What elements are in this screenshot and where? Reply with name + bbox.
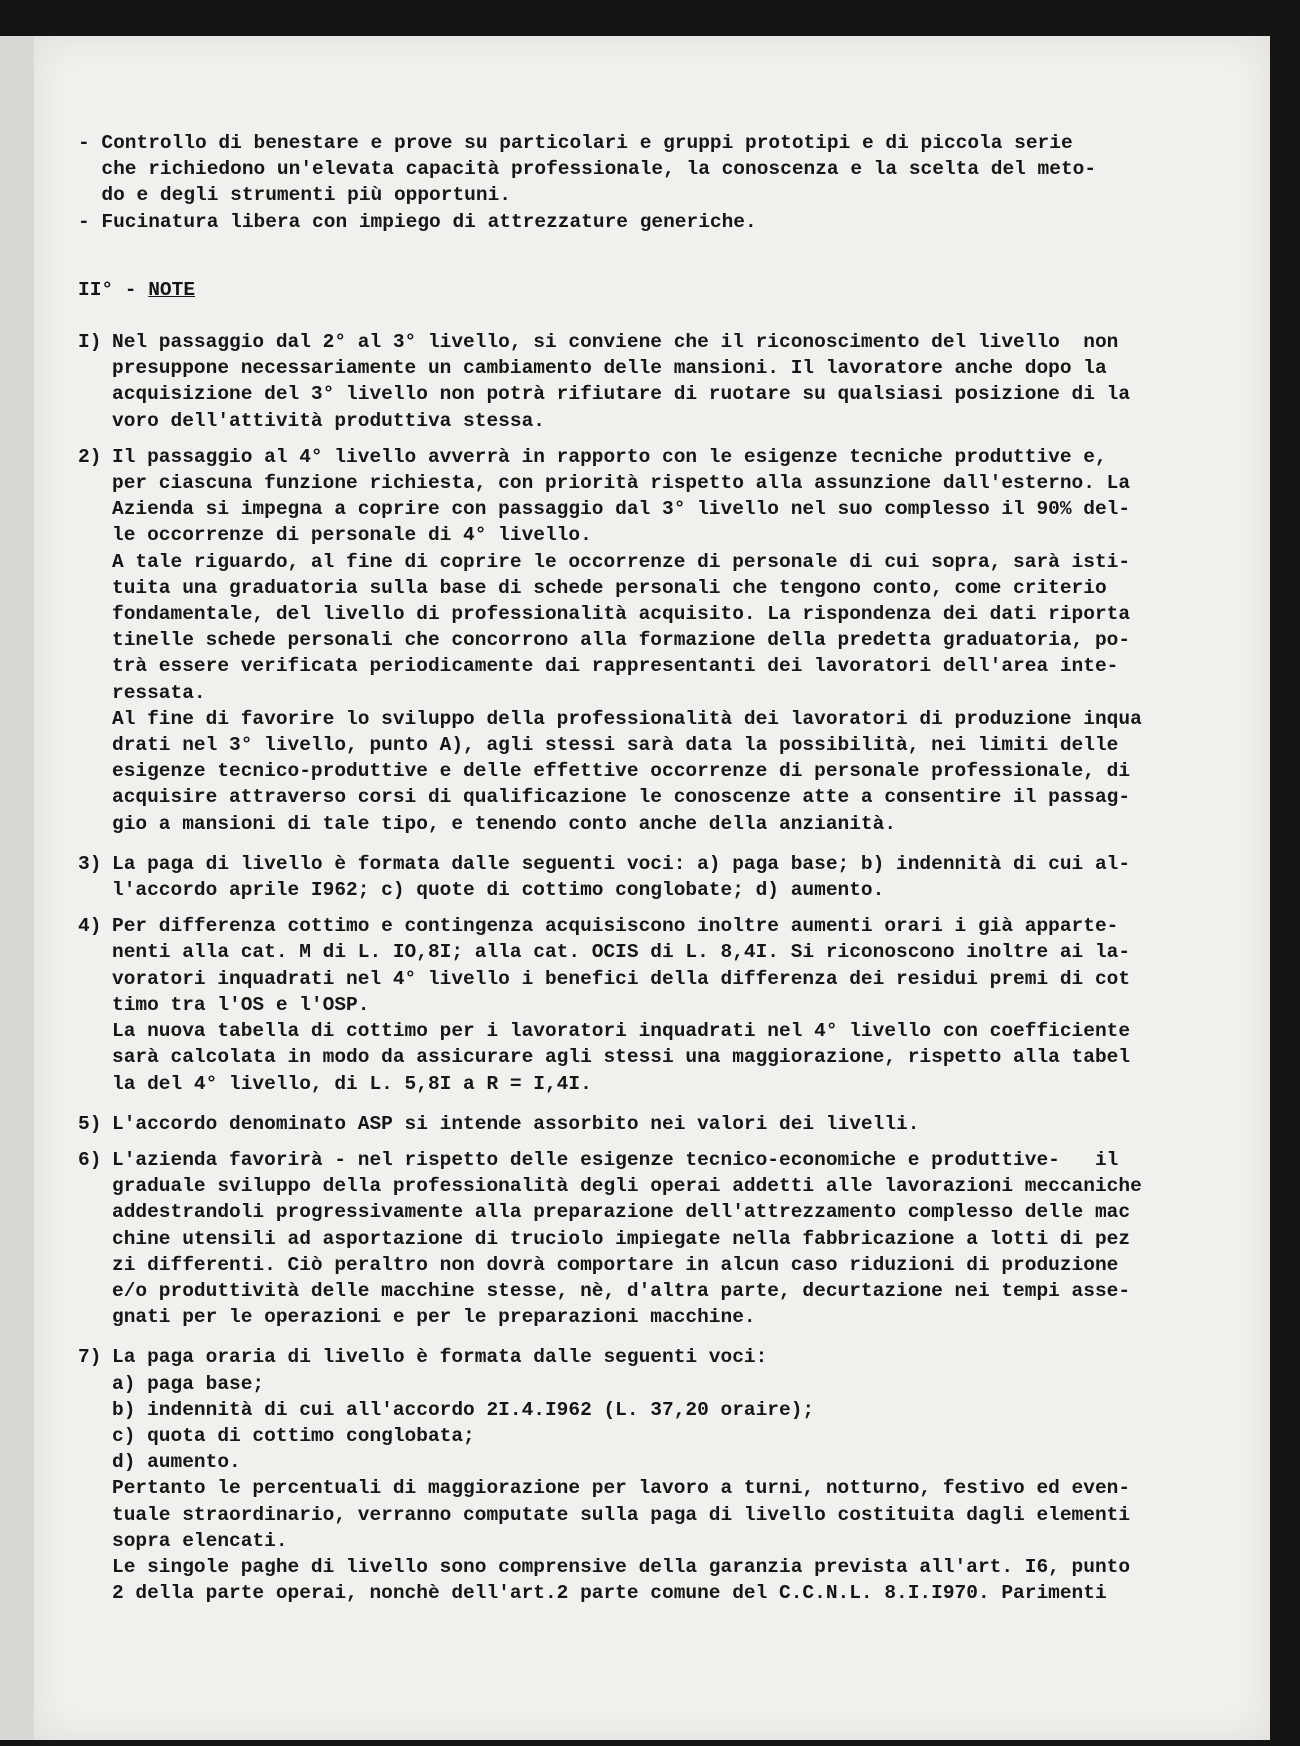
intro-line: - Fucinatura libera con impiego di attrezzature generiche. [78, 210, 757, 233]
note-line: La nuova tabella di cottimo per i lavoratori inquadrati nel 4° livello con coefficiente [112, 1020, 1131, 1043]
note-line: Per differenza cottimo e contingenza acquisiscono inoltre aumenti orari i già apparte- [112, 915, 1119, 938]
note-line: ressata. [112, 681, 206, 704]
note-line: Il passaggio al 4° livello avverrà in rapporto con le esigenze tecniche produttive e, [112, 445, 1107, 468]
note-line: Azienda si impegna a coprire con passaggio dal 3° livello nel suo complesso il 90% del- [112, 498, 1131, 521]
note-text [112, 913, 1228, 1096]
note-item [78, 329, 1228, 434]
note-text [112, 851, 1228, 903]
note-text [112, 329, 1228, 434]
note-number: 7) [78, 1346, 102, 1369]
note-line: chine utensili ad asportazione di truciolo impiegate nella fabbricazione a lotti di pez [112, 1227, 1131, 1250]
note-number: 3) [78, 852, 102, 875]
note-line: la del 4° livello, di L. 5,8I a R = I,4I. [112, 1072, 592, 1095]
note-line: acquisizione del 3° livello non potrà rifiutare di ruotare su qualsiasi posizione di la [112, 383, 1131, 406]
note-line: Nel passaggio dal 2° al 3° livello, si conviene che il riconoscimento del livello non [112, 331, 1119, 354]
note-line: b) indennità di cui all'accordo 2I.4.I962 (L. 37,20 oraire); [112, 1398, 815, 1421]
intro-line: - Controllo di benestare e prove su particolari e gruppi prototipi e di piccola serie [78, 132, 1073, 154]
note-number: 6) [78, 1148, 102, 1171]
adjacent-page-edge [0, 36, 34, 1740]
section-heading [78, 277, 1228, 303]
note-line: La paga di livello è formata dalle seguenti voci: a) paga base; b) indennità di cui al- [112, 852, 1131, 875]
note-line: gnati per le operazioni e per le preparazioni macchine. [112, 1306, 756, 1329]
note-line: acquisire attraverso corsi di qualificazione le conoscenze atte a consentire il passag- [112, 786, 1131, 809]
note-item [78, 913, 1228, 1096]
note-line: tuita una graduatoria sulla base di schede personali che tengono conto, come criterio [112, 576, 1107, 599]
notes-list [78, 329, 1228, 1606]
note-line: per ciascuna funzione richiesta, con priorità rispetto alla assunzione dall'esterno. La [112, 472, 1131, 495]
note-line: sarà calcolata in modo da assicurare agli stessi una maggiorazione, rispetto alla tabel [112, 1046, 1131, 1069]
note-item [78, 1111, 1228, 1137]
note-number: I) [78, 331, 102, 354]
intro-list [78, 130, 1228, 235]
note-line: zi differenti. Ciò peraltro non dovrà comportare in alcun caso riduzioni di produzione [112, 1253, 1119, 1276]
intro-line: che richiedono un'elevata capacità professionale, la conoscenza e la scelta del meto- [78, 158, 1097, 181]
note-line: Pertanto le percentuali di maggiorazione per lavoro a turni, notturno, festivo ed even- [112, 1477, 1131, 1500]
note-line: sopra elencati. [112, 1529, 288, 1552]
intro-line: do e degli strumenti più opportuni. [78, 184, 511, 207]
note-item [78, 1344, 1228, 1606]
note-line: a) paga base; [112, 1372, 265, 1395]
note-number: 2) [78, 445, 102, 468]
note-line: voratori inquadrati nel 4° livello i benefici della differenza dei residui premi di cot [112, 967, 1131, 990]
note-text [112, 1147, 1228, 1330]
note-text [112, 444, 1228, 837]
note-number: 5) [78, 1112, 102, 1135]
note-text [112, 1344, 1228, 1606]
note-line: nenti alla cat. M di L. IO,8I; alla cat. OCIS di L. 8,4I. Si riconoscono inoltre ai la- [112, 941, 1131, 964]
note-line: c) quota di cottimo conglobata; [112, 1424, 475, 1447]
note-line: l'accordo aprile I962; c) quote di cottimo conglobate; d) aumento. [112, 879, 885, 902]
note-line: L'accordo denominato ASP si intende assorbito nei valori dei livelli. [112, 1112, 920, 1135]
note-number: 4) [78, 915, 102, 938]
note-line: presuppone necessariamente un cambiamento delle mansioni. Il lavoratore anche dopo la [112, 357, 1107, 380]
note-line: 2 della parte operai, nonchè dell'art.2 parte comune del C.C.N.L. 8.I.I970. Parimenti [112, 1582, 1107, 1605]
note-line: A tale riguardo, al fine di coprire le occorrenze di personale di cui sopra, sarà isti- [112, 550, 1131, 573]
note-line: e/o produttività delle macchine stesse, nè, d'altra parte, decurtazione nei tempi asse- [112, 1279, 1131, 1302]
note-line: fondamentale, del livello di professionalità acquisito. La rispondenza dei dati riporta [112, 603, 1131, 626]
note-line: La paga oraria di livello è formata dalle seguenti voci: [112, 1346, 768, 1369]
note-line: tuale straordinario, verranno computate sulla paga di livello costituita dagli elementi [112, 1503, 1131, 1526]
note-line: Al fine di favorire lo sviluppo della professionalità dei lavoratori di produzione inqua [112, 707, 1142, 730]
note-line: trà essere verificata periodicamente dai rappresentanti dei lavoratori dell'area inte- [112, 655, 1119, 678]
note-line: tinelle schede personali che concorrono alla formazione della predetta graduatoria, po- [112, 629, 1131, 652]
document-body [78, 130, 1228, 1606]
section-number: II° - [78, 278, 149, 301]
note-item [78, 851, 1228, 903]
note-line: addestrandoli progressivamente alla preparazione dell'attrezzamento complesso delle mac [112, 1201, 1131, 1224]
note-line: graduale sviluppo della professionalità degli operai addetti alle lavorazioni meccaniche [112, 1175, 1142, 1198]
note-line: esigenze tecnico-produttive e delle effettive occorrenze di personale professionale, di [112, 760, 1131, 783]
note-item [78, 444, 1228, 837]
note-line: Le singole paghe di livello sono comprensive della garanzia prevista all'art. I6, punto [112, 1555, 1131, 1578]
note-text [112, 1111, 1228, 1137]
note-line: gio a mansioni di tale tipo, e tenendo conto anche della anzianità. [112, 812, 897, 835]
note-line: voro dell'attività produttiva stessa. [112, 409, 545, 432]
section-title: NOTE [148, 278, 196, 301]
note-line: drati nel 3° livello, punto A), agli stessi sarà data la possibilità, nei limiti delle [112, 734, 1119, 757]
note-line: le occorrenze di personale di 4° livello. [112, 524, 592, 547]
note-line: d) aumento. [112, 1451, 241, 1474]
note-line: timo tra l'OS e l'OSP. [112, 993, 370, 1016]
note-line: L'azienda favorirà - nel rispetto delle esigenze tecnico-economiche e produttive- il [112, 1148, 1119, 1171]
note-item [78, 1147, 1228, 1330]
